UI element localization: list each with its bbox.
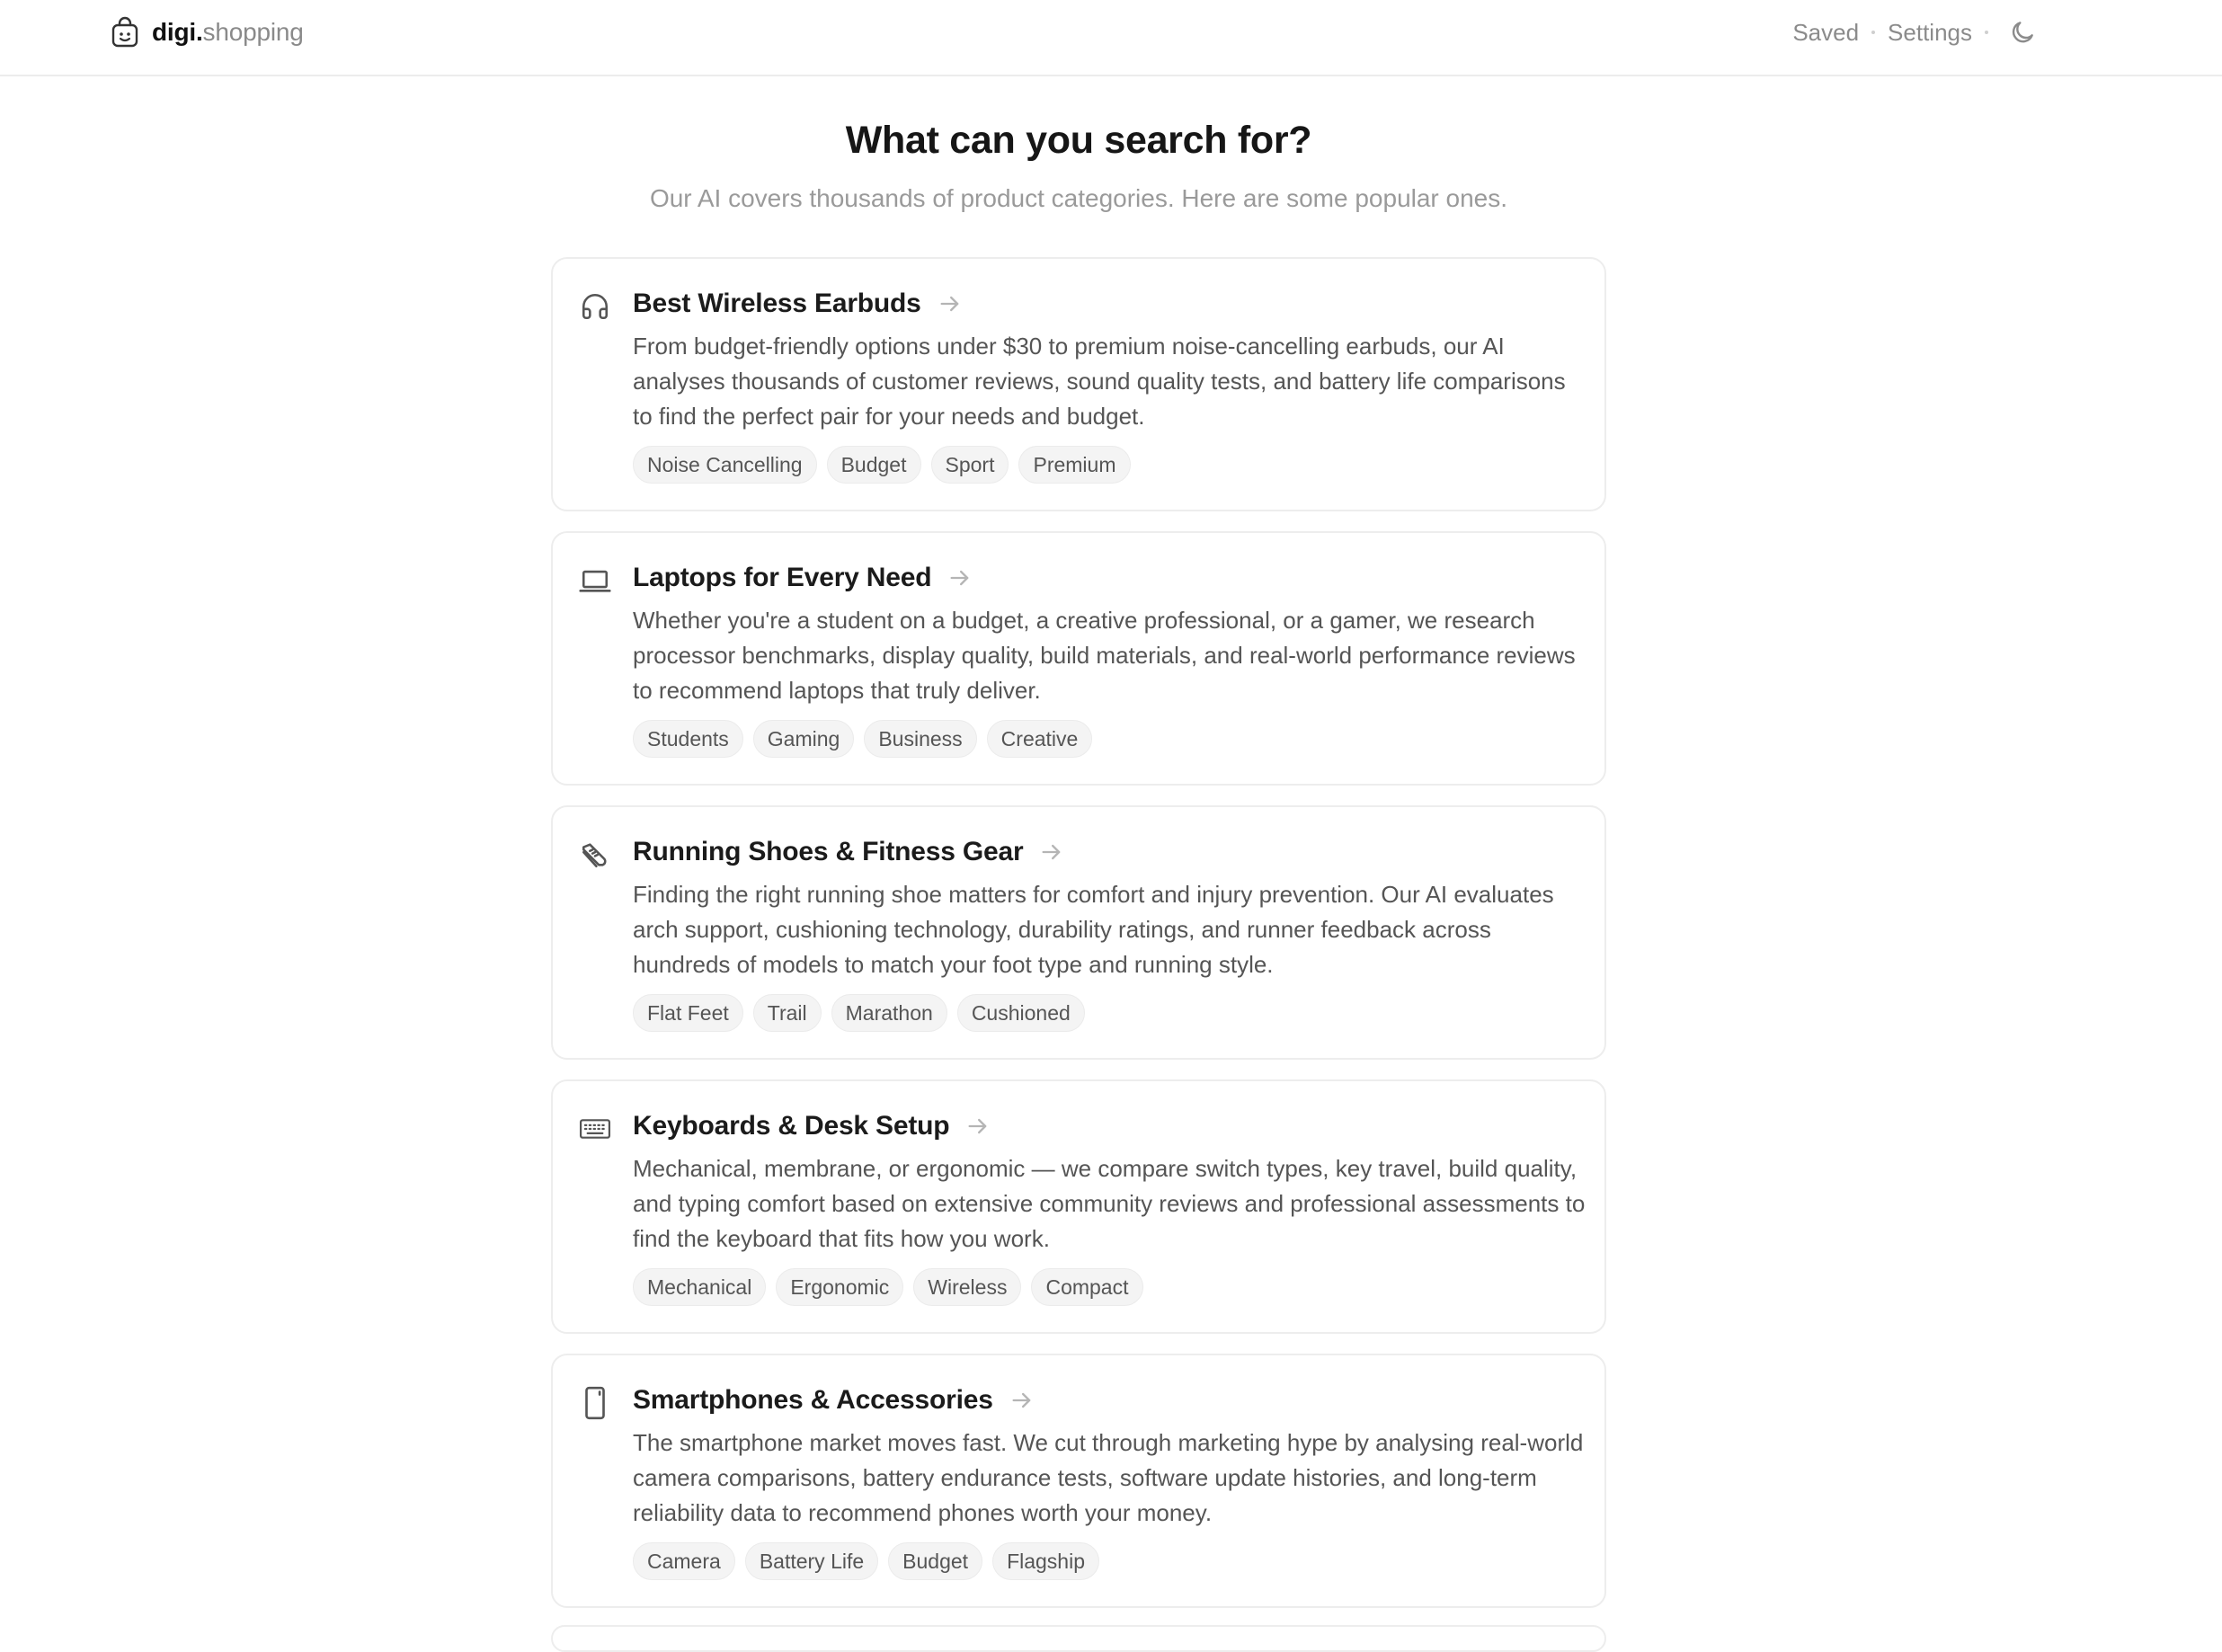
top-nav xyxy=(1792,14,2040,50)
card-header xyxy=(633,286,963,322)
keyboard-icon xyxy=(578,1112,612,1146)
tag-chip[interactable]: Ergonomic xyxy=(776,1268,903,1306)
moon-icon xyxy=(2008,18,2037,47)
tag-chip[interactable]: Flat Feet xyxy=(633,994,743,1032)
card-title: Laptops for Every Need xyxy=(633,563,932,592)
theme-toggle-button[interactable] xyxy=(2004,14,2040,50)
card-description: Finding the right running shoe matters for comfort and injury prevention. Our AI evaluates arch support, cushioning technology, durability ratings, and runner feedback across hundreds of models to match your foot type and running style. xyxy=(633,881,1554,978)
tag-chip[interactable]: Gaming xyxy=(753,720,855,758)
card-tag-list xyxy=(633,1268,1143,1306)
nav-settings-link[interactable]: Settings xyxy=(1888,18,1972,46)
card-tag-list xyxy=(633,446,1131,484)
tag-chip[interactable]: Budget xyxy=(827,446,921,484)
tag-chip[interactable]: Budget xyxy=(888,1542,982,1580)
card-description: The smartphone market moves fast. We cut through marketing hype by analysing real-world camera comparisons, battery endurance tests, software update histories, and long-term reliability data to recommend phones worth your money. xyxy=(633,1429,1584,1526)
nav-separator xyxy=(1985,31,1988,34)
card-tag-list xyxy=(633,994,1085,1032)
shopping-bag-face-icon xyxy=(111,16,139,49)
card-title: Best Wireless Earbuds xyxy=(633,289,921,318)
page-title: What can you search for? xyxy=(845,119,1312,162)
smartphone-icon xyxy=(578,1386,612,1420)
card-tag-list xyxy=(633,1542,1099,1580)
tag-chip[interactable]: Mechanical xyxy=(633,1268,766,1306)
category-card-next-partial[interactable] xyxy=(551,1625,1606,1652)
card-title: Running Shoes & Fitness Gear xyxy=(633,837,1024,866)
nav-separator xyxy=(1871,31,1875,34)
category-card-earbuds[interactable] xyxy=(551,257,1606,511)
tag-chip[interactable]: Battery Life xyxy=(745,1542,878,1580)
arrow-right-icon xyxy=(947,565,973,591)
tag-chip[interactable]: Creative xyxy=(987,720,1093,758)
brand-logo-link[interactable] xyxy=(111,16,304,49)
nav-saved-link[interactable]: Saved xyxy=(1792,18,1860,46)
arrow-right-icon xyxy=(938,291,963,316)
brand-name xyxy=(152,16,304,49)
shoe-icon xyxy=(578,838,612,872)
card-description: From budget-friendly options under $30 to premium noise-cancelling earbuds, our AI analyses thousands of customer reviews, sound quality tests, and battery life comparisons to find the perfect pair for your needs and budget. xyxy=(633,333,1566,430)
tag-chip[interactable]: Flagship xyxy=(992,1542,1099,1580)
card-header xyxy=(633,834,1064,870)
tag-chip[interactable]: Trail xyxy=(753,994,822,1032)
card-title: Keyboards & Desk Setup xyxy=(633,1111,950,1141)
category-card-list xyxy=(551,257,1606,1628)
tag-chip[interactable]: Premium xyxy=(1018,446,1130,484)
laptop-icon xyxy=(578,564,612,598)
headphones-icon xyxy=(578,289,612,324)
card-description: Whether you're a student on a budget, a creative professional, or a gamer, we research processor benchmarks, display quality, build materials, and real-world performance reviews to recommend laptops that truly deliver. xyxy=(633,607,1576,704)
tag-chip[interactable]: Cushioned xyxy=(957,994,1085,1032)
card-header xyxy=(633,1108,991,1144)
brand-name-bold: digi. xyxy=(152,18,203,46)
brand-name-light: shopping xyxy=(202,18,304,46)
card-title: Smartphones & Accessories xyxy=(633,1385,993,1415)
category-card-smartphones[interactable] xyxy=(551,1354,1606,1608)
page-subtitle: Our AI covers thousands of product categories. Here are some popular ones. xyxy=(649,184,1508,212)
tag-chip[interactable]: Compact xyxy=(1031,1268,1142,1306)
category-card-running-shoes[interactable] xyxy=(551,805,1606,1060)
tag-chip[interactable]: Wireless xyxy=(913,1268,1021,1306)
arrow-right-icon xyxy=(1009,1388,1035,1413)
card-header xyxy=(633,560,973,596)
top-bar xyxy=(0,0,2222,76)
tag-chip[interactable]: Students xyxy=(633,720,743,758)
card-header xyxy=(633,1382,1035,1418)
tag-chip[interactable]: Noise Cancelling xyxy=(633,446,817,484)
arrow-right-icon xyxy=(1039,839,1064,865)
category-card-keyboards[interactable] xyxy=(551,1079,1606,1334)
card-tag-list xyxy=(633,720,1092,758)
tag-chip[interactable]: Sport xyxy=(931,446,1009,484)
card-description: Mechanical, membrane, or ergonomic — we compare switch types, key travel, build quality, and typing comfort based on extensive community reviews and professional assessments to find the keyboard that fits how you work. xyxy=(633,1155,1586,1252)
tag-chip[interactable]: Marathon xyxy=(831,994,947,1032)
category-card-laptops[interactable] xyxy=(551,531,1606,786)
arrow-right-icon xyxy=(965,1114,991,1139)
tag-chip[interactable]: Camera xyxy=(633,1542,735,1580)
tag-chip[interactable]: Business xyxy=(864,720,976,758)
